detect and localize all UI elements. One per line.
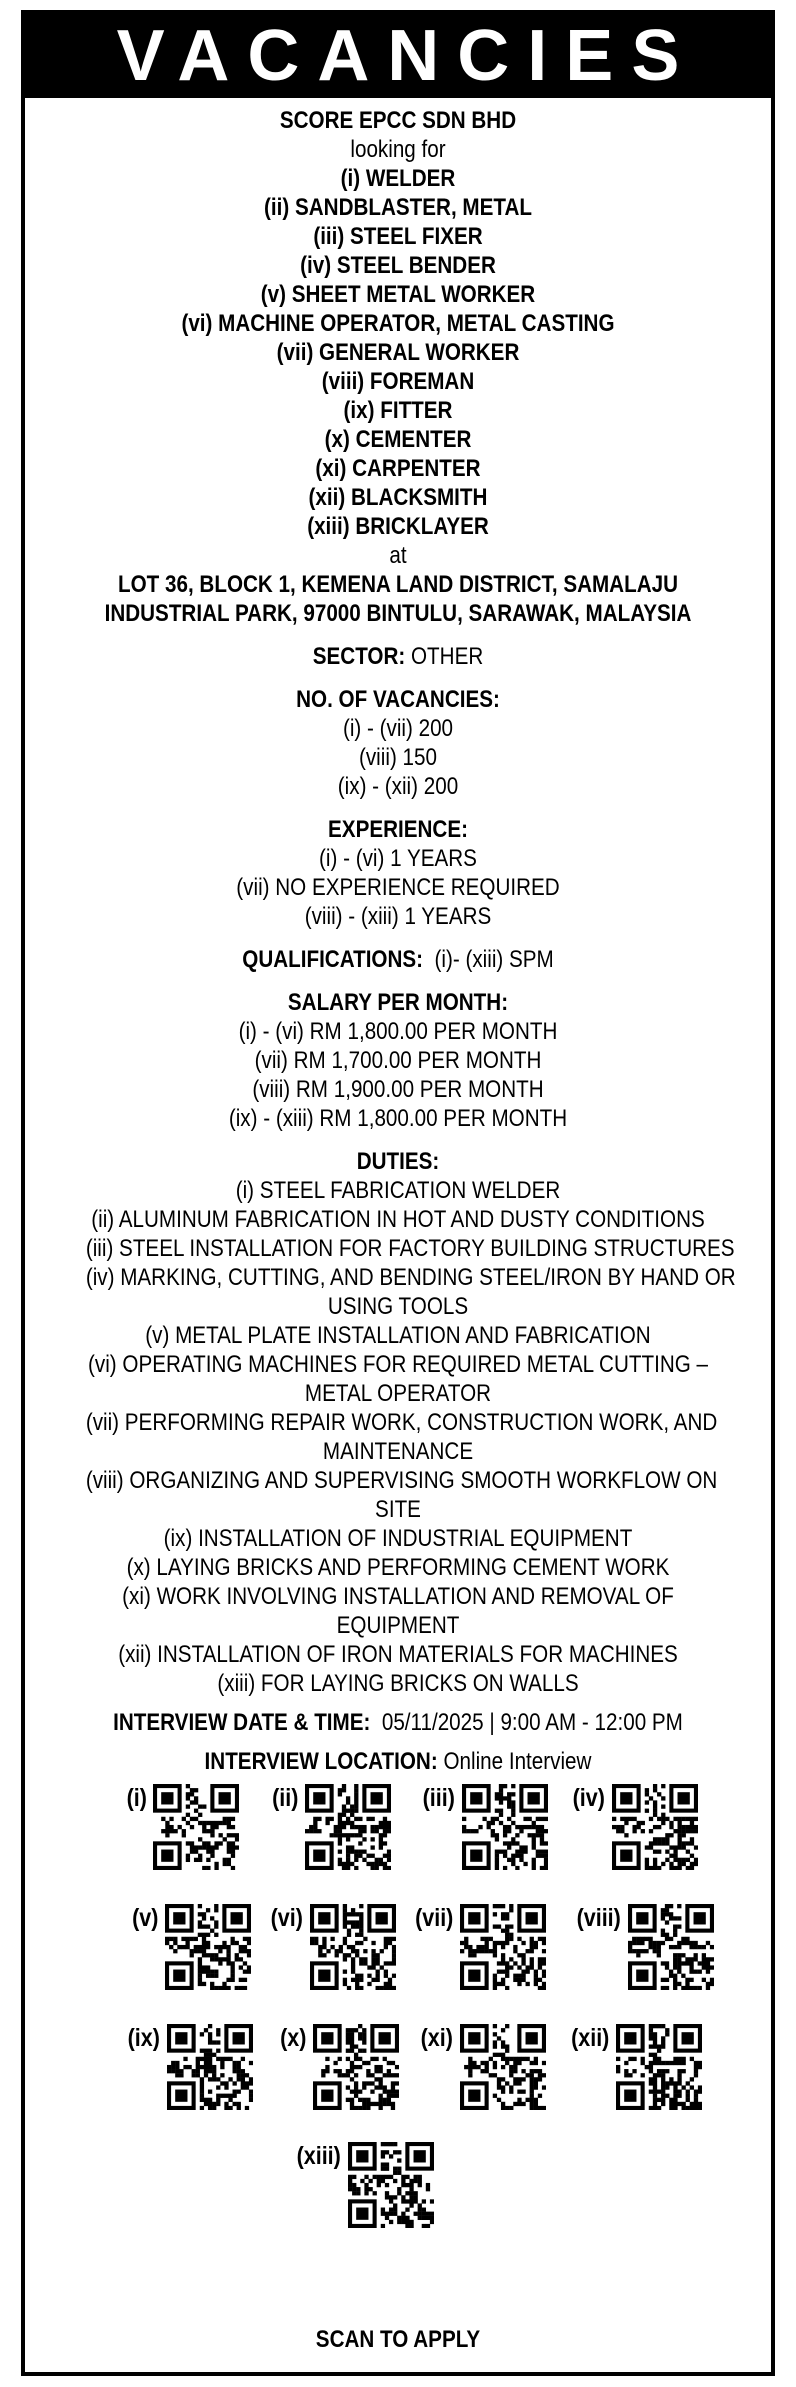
vacancies-item: (viii) 150 — [358, 744, 437, 771]
address-line-2: INDUSTRIAL PARK, 97000 BINTULU, SARAWAK, MALAYSIA — [104, 600, 692, 627]
experience-item: (vii) NO EXPERIENCE REQUIRED — [236, 874, 560, 901]
qr-code-item[interactable] — [420, 1784, 548, 1870]
duties-label: DUTIES: — [356, 1148, 440, 1175]
qr-code-icon — [310, 1904, 396, 1990]
qr-code-icon — [167, 2024, 253, 2110]
qr-code-icon — [460, 1904, 546, 1990]
sector-label: SECTOR: — [312, 643, 406, 670]
duty-item: (vi) OPERATING MACHINES FOR REQUIRED METAL CUTTING – — [87, 1351, 709, 1378]
interview-datetime-label: INTERVIEW DATE & TIME: — [113, 1709, 371, 1736]
header-bar — [25, 14, 771, 98]
scan-to-apply-text: SCAN TO APPLY — [315, 2326, 481, 2353]
position-item: (vi) MACHINE OPERATOR, METAL CASTING — [181, 310, 615, 337]
vacancies-item: (i) - (vii) 200 — [342, 715, 454, 742]
qr-code-item[interactable] — [125, 2024, 253, 2110]
qr-code-label: (x) — [280, 2024, 307, 2052]
vacancies-list — [35, 714, 761, 801]
duty-item: EQUIPMENT — [336, 1612, 460, 1639]
duty-item: (iii) STEEL INSTALLATION FOR FACTORY BUILDING STRUCTURES — [85, 1235, 735, 1262]
duty-item: MAINTENANCE — [322, 1438, 474, 1465]
qualifications-label: QUALIFICATIONS: — [242, 946, 424, 973]
qr-code-item[interactable] — [125, 1784, 239, 1870]
qr-code-icon — [616, 2024, 702, 2110]
salary-item: (viii) RM 1,900.00 PER MONTH — [252, 1076, 544, 1103]
qr-code-label: (vi) — [270, 1904, 303, 1932]
qr-code-label: (xiii) — [296, 2142, 341, 2170]
vacancies-label: NO. OF VACANCIES: — [296, 686, 500, 713]
qualifications-row — [86, 945, 710, 974]
qr-code-item[interactable] — [268, 1904, 396, 1990]
experience-item: (viii) - (xiii) 1 YEARS — [304, 903, 492, 930]
duty-item: (xii) INSTALLATION OF IRON MATERIALS FOR MACHINES — [118, 1641, 678, 1668]
duty-item: (x) LAYING BRICKS AND PERFORMING CEMENT WORK — [126, 1554, 670, 1581]
qr-code-icon — [612, 1784, 698, 1870]
looking-for-text: looking for — [350, 136, 446, 163]
qr-code-label: (viii) — [576, 1904, 621, 1932]
at-text: at — [389, 542, 407, 569]
salary-label: SALARY PER MONTH: — [287, 989, 509, 1016]
duty-item: USING TOOLS — [327, 1293, 469, 1320]
qr-code-item[interactable] — [130, 1904, 251, 1990]
experience-item: (i) - (vi) 1 YEARS — [319, 845, 477, 872]
positions-list — [35, 164, 761, 541]
qualifications-value: (i)- (xiii) SPM — [434, 946, 554, 973]
duty-item: (xiii) FOR LAYING BRICKS ON WALLS — [217, 1670, 579, 1697]
qr-code-item[interactable] — [293, 2142, 434, 2228]
qr-code-icon — [165, 1904, 251, 1990]
interview-datetime-value: 05/11/2025 | 9:00 AM - 12:00 PM — [381, 1709, 683, 1736]
qr-code-grid — [25, 1784, 771, 2284]
qr-code-label: (i) — [126, 1784, 147, 1812]
qr-code-label: (xii) — [571, 2024, 610, 2052]
qr-code-label: (v) — [132, 1904, 159, 1932]
vacancies-item: (ix) - (xii) 200 — [337, 773, 459, 800]
duty-item: (ix) INSTALLATION OF INDUSTRIAL EQUIPMENT — [163, 1525, 633, 1552]
ad-content — [25, 98, 771, 1776]
position-item: (ii) SANDBLASTER, METAL — [264, 194, 532, 221]
scan-to-apply-row — [25, 2325, 771, 2354]
experience-list — [35, 844, 761, 931]
duties-list — [35, 1176, 761, 1698]
position-item: (x) CEMENTER — [324, 426, 472, 453]
position-item: (viii) FOREMAN — [321, 368, 475, 395]
position-item: (iii) STEEL FIXER — [313, 223, 483, 250]
duty-item: (ii) ALUMINUM FABRICATION IN HOT AND DUSTY CONDITIONS — [91, 1206, 705, 1233]
qr-code-item[interactable] — [270, 1784, 391, 1870]
duty-item: (iv) MARKING, CUTTING, AND BENDING STEEL/IRON BY HAND OR — [85, 1264, 736, 1291]
duty-item: (xi) WORK INVOLVING INSTALLATION AND REMOVAL OF — [122, 1583, 674, 1610]
duty-item: (i) STEEL FABRICATION WELDER — [235, 1177, 561, 1204]
position-item: (xiii) BRICKLAYER — [307, 513, 489, 540]
salary-list — [35, 1017, 761, 1133]
position-item: (iv) STEEL BENDER — [300, 252, 496, 279]
qr-code-icon — [313, 2024, 399, 2110]
qr-code-icon — [348, 2142, 434, 2228]
position-item: (xi) CARPENTER — [315, 455, 481, 482]
qr-code-item[interactable] — [573, 1904, 714, 1990]
address-line-1: LOT 36, BLOCK 1, KEMENA LAND DISTRICT, SAMALAJU — [118, 571, 678, 598]
position-item: (i) WELDER — [340, 165, 456, 192]
interview-datetime-row — [86, 1708, 710, 1737]
qr-code-item[interactable] — [568, 2024, 702, 2110]
salary-item: (ix) - (xiii) RM 1,800.00 PER MONTH — [228, 1105, 568, 1132]
qr-code-label: (iii) — [422, 1784, 455, 1812]
qr-code-label: (ii) — [272, 1784, 299, 1812]
interview-location-row — [86, 1747, 710, 1776]
qr-code-icon — [628, 1904, 714, 1990]
position-item: (ix) FITTER — [343, 397, 453, 424]
qr-code-label: (xi) — [420, 2024, 453, 2052]
duty-item: (vii) PERFORMING REPAIR WORK, CONSTRUCTION WORK, AND — [85, 1409, 718, 1436]
interview-location-value: Online Interview — [443, 1748, 592, 1775]
qr-code-label: (ix) — [127, 2024, 160, 2052]
duty-item: SITE — [375, 1496, 421, 1523]
company-name: SCORE EPCC SDN BHD — [279, 107, 517, 134]
qr-code-icon — [462, 1784, 548, 1870]
qr-code-icon — [153, 1784, 239, 1870]
qr-code-icon — [305, 1784, 391, 1870]
qr-code-item[interactable] — [570, 1784, 698, 1870]
experience-label: EXPERIENCE: — [328, 816, 468, 843]
position-item: (vii) GENERAL WORKER — [276, 339, 520, 366]
duty-item: (v) METAL PLATE INSTALLATION AND FABRICATION — [145, 1322, 651, 1349]
qr-code-label: (iv) — [572, 1784, 605, 1812]
qr-code-icon — [460, 2024, 546, 2110]
position-item: (xii) BLACKSMITH — [308, 484, 488, 511]
ad-title: VACANCIES — [116, 16, 698, 96]
qr-code-label: (vii) — [415, 1904, 454, 1932]
qr-code-item[interactable] — [278, 2024, 399, 2110]
salary-item: (i) - (vi) RM 1,800.00 PER MONTH — [238, 1018, 558, 1045]
salary-item: (vii) RM 1,700.00 PER MONTH — [254, 1047, 542, 1074]
sector-row — [86, 642, 710, 671]
vacancy-ad — [21, 10, 775, 2376]
qr-code-item[interactable] — [412, 1904, 546, 1990]
duty-item: (viii) ORGANIZING AND SUPERVISING SMOOTH WORKFLOW ON — [85, 1467, 718, 1494]
qr-code-item[interactable] — [418, 2024, 546, 2110]
sector-value: OTHER — [411, 643, 484, 670]
position-item: (v) SHEET METAL WORKER — [260, 281, 536, 308]
duty-item: METAL OPERATOR — [304, 1380, 492, 1407]
interview-location-label: INTERVIEW LOCATION: — [204, 1748, 438, 1775]
